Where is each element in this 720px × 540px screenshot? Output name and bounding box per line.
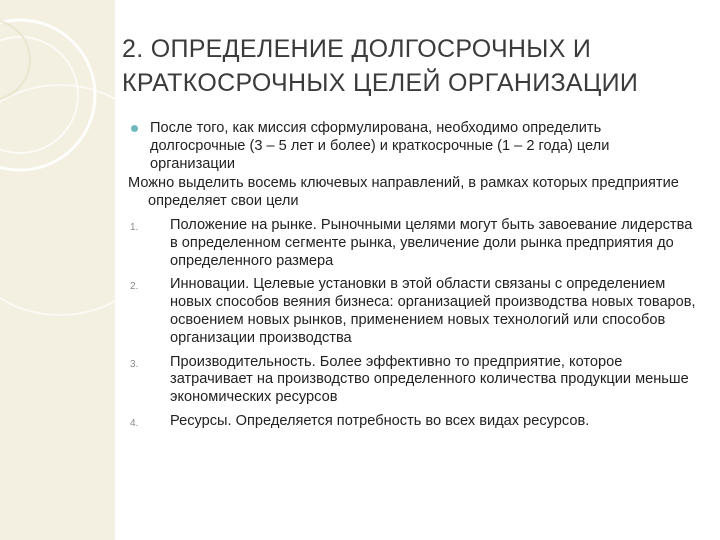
- title-line-2: КРАТКОСРОЧНЫХ ЦЕЛЕЙ ОРГАНИЗАЦИИ: [122, 69, 639, 97]
- list-item: [128, 354, 698, 407]
- page-title: [122, 32, 702, 100]
- list-text: Ресурсы. Определяется потребность во всех видах ресурсов.: [170, 412, 590, 429]
- list-number: 4.: [130, 417, 139, 429]
- list-number: 3.: [130, 358, 139, 370]
- list-text: Производительность. Более эффективно то предприятие, которое затрачивает на производство определенного количества продукции меньше экономических ресурсов: [170, 353, 689, 406]
- bullet-dot-icon: [131, 125, 138, 132]
- list-number: 1.: [130, 221, 139, 233]
- list-number: 2.: [130, 281, 139, 293]
- slide-body: [128, 120, 698, 437]
- list-text: Инновации. Целевые установки в этой области связаны с определением новых способов веяния бизнеса: организацией производства новых товаров, освоением новых рынков, применением новых технологий или способов организации производства: [170, 276, 696, 346]
- title-line-1: 2. ОПРЕДЕЛЕНИЕ ДОЛГОСРОЧНЫХ И: [122, 35, 592, 63]
- list-text: Положение на рынке. Рыночными целями могут быть завоевание лидерства в определенном сегменте рынка, увеличение доли рынка предприятия до определенного размера: [170, 216, 693, 269]
- list-item: [128, 413, 698, 431]
- intro-paragraph: Можно выделить восемь ключевых направлений, в рамках которых предприятие определяет свои цели: [128, 175, 679, 210]
- list-item: [128, 276, 698, 347]
- bullet-text: После того, как миссия сформулирована, необходимо определить долгосрочные (3 – 5 лет и более) и краткосрочные (1 – 2 года) цели организации: [150, 120, 610, 172]
- bullet-item: [128, 120, 698, 173]
- list-item: [128, 217, 698, 270]
